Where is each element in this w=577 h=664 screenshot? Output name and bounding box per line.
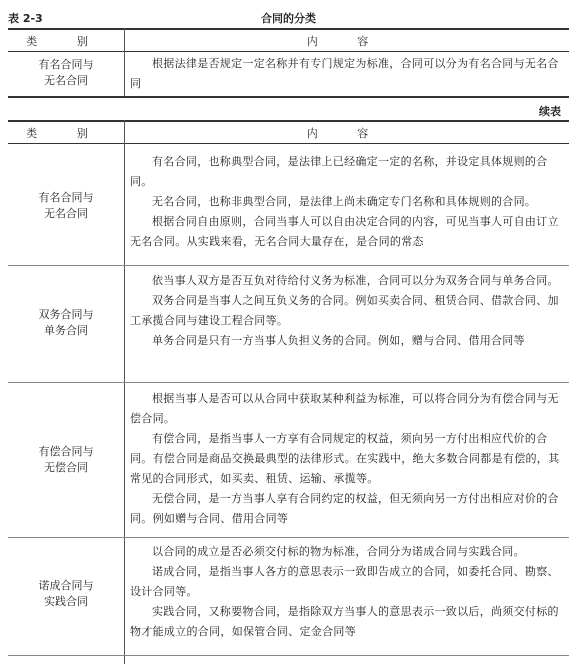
row-paragraph: 根据当事人是否可以从合同中获取某种利益为标准，可以将合同分为有偿合同与无偿合同。 — [130, 392, 559, 425]
row-paragraph: 实践合同，又称要物合同，是指除双方当事人的意思表示一致以后，尚须交付标的物才能成立的合同，如保管合同、定金合同等 — [130, 605, 559, 638]
table1-header-rule — [8, 51, 569, 52]
row-paragraph: 根据合同自由原则，合同当事人可以自由决定合同的内容，可见当事人可自由订立无名合同。从实践来看，无名合同大量存在，是合同的常态 — [130, 215, 559, 248]
table1-header-content: 内 容 — [306, 35, 387, 48]
row-paragraph: 有名合同，也称典型合同，是法律上已经确定一定的名称，并设定具体规则的合同。 — [130, 155, 548, 188]
row-category: 诺成合同与 实践合同 — [38, 579, 94, 608]
table2-header-category: 类 别 — [26, 127, 106, 140]
table1-row-paragraph: 根据法律是否规定一定名称并有专门规定为标准，合同可以分为有名合同与无名合同 — [130, 57, 559, 90]
table2-header-content: 内 容 — [306, 127, 387, 140]
row-content — [130, 542, 562, 642]
row-content — [130, 152, 562, 252]
row-divider — [8, 382, 569, 383]
table1-header-category: 类 别 — [26, 35, 106, 48]
row-paragraph: 无偿合同，是一方当事人享有合同约定的权益，但无须向另一方付出相应对价的合同。例如赠与合同、借用合同等 — [130, 492, 559, 525]
row-divider — [8, 655, 569, 656]
table2-top-rule — [8, 120, 569, 122]
table-number: 表 2-3 — [8, 12, 43, 25]
table1-bottom-rule — [8, 96, 569, 98]
table-title: 合同的分类 — [261, 12, 316, 25]
table2-column-divider — [124, 120, 125, 664]
row-paragraph: 以合同的成立是否必须交付标的物为标准，合同分为诺成合同与实践合同。 — [152, 545, 525, 558]
row-category: 有名合同与 无名合同 — [38, 191, 94, 220]
table-caption — [8, 10, 569, 26]
row-content — [130, 271, 562, 351]
row-paragraph: 有偿合同，是指当事人一方享有合同规定的权益，须向另一方付出相应代价的合同。有偿合同是商品交换最典型的法律形式。在实践中，绝大多数合同都是有偿的，其常见的合同形式，如买卖、租赁、运输、承揽等。 — [130, 432, 560, 485]
row-paragraph: 单务合同是只有一方当事人负担义务的合同。例如，赠与合同、借用合同等 — [152, 334, 525, 347]
row-paragraph: 无名合同，也称非典型合同，是法律上尚未确定专门名称和具体规则的合同。 — [152, 195, 537, 208]
table1-top-rule — [8, 28, 569, 30]
row-paragraph: 双务合同是当事人之间互负义务的合同。例如买卖合同、租赁合同、借款合同、加工承揽合同与建设工程合同等。 — [130, 294, 559, 327]
table1-row-content — [130, 54, 562, 94]
row-paragraph: 依当事人双方是否互负对待给付义务为标准，合同可以分为双务合同与单务合同。 — [152, 274, 559, 287]
row-category: 有偿合同与 无偿合同 — [38, 445, 94, 474]
continued-label: 续表 — [539, 105, 561, 118]
row-paragraph: 诺成合同，是指当事人各方的意思表示一致即告成立的合同，如委托合同、勘察、设计合同等。 — [130, 565, 559, 598]
table1-column-divider — [124, 28, 125, 96]
row-divider — [8, 265, 569, 266]
table2-header-rule — [8, 143, 569, 144]
row-divider — [8, 537, 569, 538]
row-category: 双务合同与 单务合同 — [38, 308, 94, 337]
table1-row-category: 有名合同与 无名合同 — [38, 58, 94, 87]
row-content — [130, 389, 562, 529]
